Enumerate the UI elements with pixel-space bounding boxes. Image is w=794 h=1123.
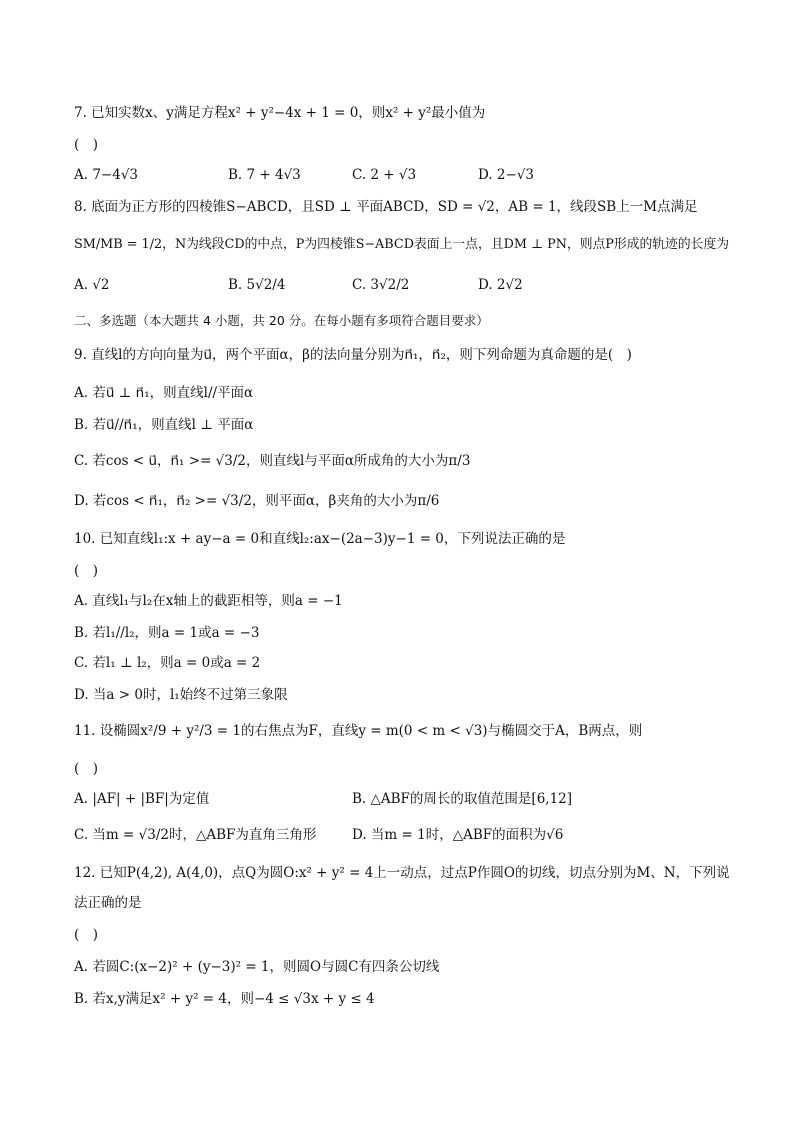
- q8-option-c: C. 3√2/2: [352, 277, 410, 293]
- q11-option-c: C. 当m = √3/2时，△ABF为直角三角形: [74, 827, 317, 843]
- q8-stem-line1: 8. 底面为正方形的四棱锥S−ABCD，且SD ⊥ 平面ABCD，SD = √2，AB = 1，线段SB上一M点满足: [74, 199, 698, 215]
- q9-option-b: B. 若u⃗//n⃗₁，则直线l ⊥ 平面α: [74, 417, 254, 433]
- q12-answer-blank: ( ): [74, 927, 99, 943]
- q10-answer-blank: ( ): [74, 563, 99, 579]
- q8-option-b: B. 5√2/4: [228, 277, 286, 293]
- q8-option-d: D. 2√2: [478, 277, 523, 293]
- q10-option-b: B. 若l₁//l₂，则a = 1或a = −3: [74, 625, 260, 641]
- q7-option-c: C. 2 + √3: [352, 167, 417, 183]
- q12-stem-line1: 12. 已知P(4,2), A(4,0)，点Q为圆O:x² + y² = 4上一动点，过点P作圆O的切线，切点分别为M、N，下列说: [74, 865, 730, 881]
- q7-answer-blank: ( ): [74, 137, 99, 153]
- q12-option-b: B. 若x,y满足x² + y² = 4，则−4 ≤ √3x + y ≤ 4: [74, 991, 375, 1007]
- q9-option-d: D. 若cos < n⃗₁，n⃗₂ >= √3/2，则平面α，β夹角的大小为π/6: [74, 493, 440, 509]
- q10-option-d: D. 当a > 0时，l₁始终不过第三象限: [74, 687, 288, 703]
- q11-option-d: D. 当m = 1时，△ABF的面积为√6: [352, 827, 564, 843]
- q7-option-d: D. 2−√3: [478, 167, 535, 183]
- q7-option-a: A. 7−4√3: [74, 167, 139, 183]
- q11-answer-blank: ( ): [74, 761, 99, 777]
- q7-stem: 7. 已知实数x、y满足方程x² + y²−4x + 1 = 0，则x² + y²最小值为: [74, 105, 486, 121]
- q12-option-a: A. 若圆C:(x−2)² + (y−3)² = 1，则圆O与圆C有四条公切线: [74, 959, 440, 975]
- q11-stem: 11. 设椭圆x²/9 + y²/3 = 1的右焦点为F，直线y = m(0 < m < √3)与椭圆交于A，B两点，则: [74, 723, 643, 739]
- q10-stem: 10. 已知直线l₁:x + ay−a = 0和直线l₂:ax−(2a−3)y−1 = 0，下列说法正确的是: [74, 531, 566, 547]
- q11-option-a: A. |AF| + |BF|为定值: [74, 791, 210, 807]
- q10-option-c: C. 若l₁ ⊥ l₂，则a = 0或a = 2: [74, 655, 261, 671]
- q10-option-a: A. 直线l₁与l₂在x轴上的截距相等，则a = −1: [74, 593, 343, 609]
- q9-option-a: A. 若u⃗ ⊥ n⃗₁，则直线l//平面α: [74, 385, 254, 401]
- section-heading-multi-choice: 二、多选题（本大题共 4 小题，共 20 分。在每小题有多项符合题目要求）: [74, 313, 489, 328]
- q8-option-a: A. √2: [74, 277, 110, 293]
- q9-option-c: C. 若cos < u⃗，n⃗₁ >= √3/2，则直线l与平面α所成角的大小为π/3: [74, 453, 471, 469]
- q7-option-b: B. 7 + 4√3: [228, 167, 301, 183]
- q12-stem-line2: 法正确的是: [74, 895, 142, 911]
- q8-stem-line2: SM/MB = 1/2，N为线段CD的中点，P为四棱锥S−ABCD表面上一点，且DM ⊥ PN，则点P形成的轨迹的长度为: [74, 237, 730, 252]
- q11-option-b: B. △ABF的周长的取值范围是[6,12]: [352, 791, 573, 807]
- q9-stem: 9. 直线l的方向向量为u⃗，两个平面α，β的法向量分别为n⃗₁，n⃗₂，则下列命题为真命题的是( ): [74, 347, 632, 363]
